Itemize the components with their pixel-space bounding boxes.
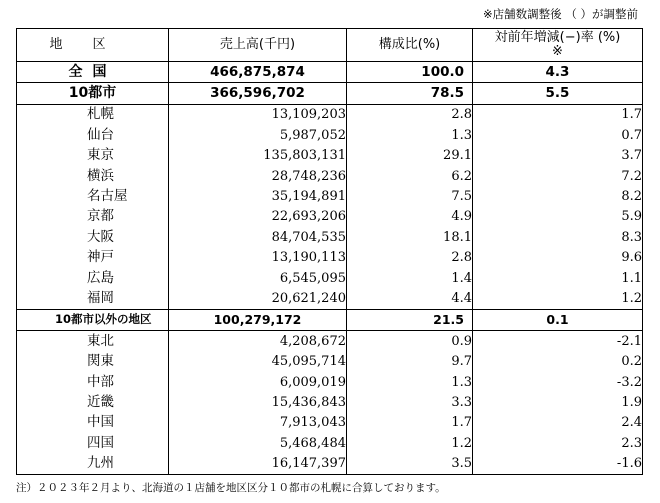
area-name: 広島 [17, 268, 169, 288]
sales-value: 5,468,484 [169, 433, 347, 453]
sales-value: 100,279,172 [169, 309, 347, 330]
yoy-value: 1.2 [473, 288, 643, 309]
header-row [17, 29, 643, 62]
area-name: 福岡 [17, 288, 169, 309]
ratio-value: 100.0 [347, 62, 473, 83]
ratio-value: 1.4 [347, 268, 473, 288]
yoy-value: -3.2 [473, 372, 643, 392]
area-name: 中国 [17, 413, 169, 433]
ratio-value: 29.1 [347, 146, 473, 166]
area-name: 四国 [17, 433, 169, 453]
yoy-value: 2.4 [473, 413, 643, 433]
region-row [17, 331, 643, 352]
sales-value: 35,194,891 [169, 186, 347, 206]
sales-value: 84,704,535 [169, 227, 347, 247]
ratio-value: 18.1 [347, 227, 473, 247]
area-name: 中部 [17, 372, 169, 392]
sales-value: 366,596,702 [169, 83, 347, 104]
area-name: 10都市以外の地区 [17, 309, 169, 330]
yoy-value: -1.6 [473, 453, 643, 474]
header-ratio: 構成比(%) [347, 29, 473, 62]
area-name: 横浜 [17, 166, 169, 186]
yoy-value: 0.2 [473, 351, 643, 371]
sales-value: 13,109,203 [169, 104, 347, 125]
header-yoy-line1: 対前年増減(−)率 (%) [494, 30, 621, 45]
sales-value: 5,987,052 [169, 125, 347, 145]
yoy-value: 1.9 [473, 392, 643, 412]
ratio-value: 21.5 [347, 309, 473, 330]
area-name: 仙台 [17, 125, 169, 145]
sales-value: 16,147,397 [169, 453, 347, 474]
sales-value: 13,190,113 [169, 248, 347, 268]
region-row [17, 392, 643, 412]
sales-value: 7,913,043 [169, 413, 347, 433]
city-row [17, 146, 643, 166]
ratio-value: 4.4 [347, 288, 473, 309]
ratio-value: 1.3 [347, 372, 473, 392]
header-yoy [473, 29, 643, 62]
area-name: 大阪 [17, 227, 169, 247]
city-row [17, 207, 643, 227]
yoy-value: 5.9 [473, 207, 643, 227]
yoy-value: 1.7 [473, 104, 643, 125]
region-row [17, 413, 643, 433]
city-row [17, 268, 643, 288]
total-row [17, 62, 643, 83]
region-row [17, 351, 643, 371]
yoy-value: 2.3 [473, 433, 643, 453]
ratio-value: 2.8 [347, 104, 473, 125]
area-name: 名古屋 [17, 186, 169, 206]
sales-value: 28,748,236 [169, 166, 347, 186]
ratio-value: 4.9 [347, 207, 473, 227]
other-areas-row [17, 309, 643, 330]
area-name: 札幌 [17, 104, 169, 125]
sales-value: 15,436,843 [169, 392, 347, 412]
area-name: 京都 [17, 207, 169, 227]
sales-table [16, 28, 643, 475]
yoy-value: 3.7 [473, 146, 643, 166]
yoy-value: 0.7 [473, 125, 643, 145]
footnote: 注）２０２３年２月より、北海道の１店舗を地区区分１０都市の札幌に合算しております。 [16, 482, 446, 494]
city-row [17, 288, 643, 309]
area-name: 全国 [17, 62, 169, 83]
yoy-value: 5.5 [473, 83, 643, 104]
ratio-value: 2.8 [347, 248, 473, 268]
city-row [17, 104, 643, 125]
yoy-value: 8.3 [473, 227, 643, 247]
sales-value: 135,803,131 [169, 146, 347, 166]
city-row [17, 248, 643, 268]
yoy-value: 0.1 [473, 309, 643, 330]
yoy-value: 4.3 [473, 62, 643, 83]
ratio-value: 7.5 [347, 186, 473, 206]
city-row [17, 125, 643, 145]
yoy-value: -2.1 [473, 331, 643, 352]
ratio-value: 9.7 [347, 351, 473, 371]
city-row [17, 186, 643, 206]
area-name: 近畿 [17, 392, 169, 412]
ratio-value: 0.9 [347, 331, 473, 352]
yoy-value: 7.2 [473, 166, 643, 186]
area-name: 神戸 [17, 248, 169, 268]
area-name: 東京 [17, 146, 169, 166]
sales-value: 466,875,874 [169, 62, 347, 83]
cities10-row [17, 83, 643, 104]
city-row [17, 227, 643, 247]
header-sales: 売上高(千円) [169, 29, 347, 62]
area-name: 東北 [17, 331, 169, 352]
ratio-value: 3.3 [347, 392, 473, 412]
ratio-value: 1.7 [347, 413, 473, 433]
header-yoy-line2: ※ [552, 44, 563, 59]
sales-value: 4,208,672 [169, 331, 347, 352]
yoy-value: 8.2 [473, 186, 643, 206]
region-row [17, 372, 643, 392]
sales-value: 6,009,019 [169, 372, 347, 392]
adjustment-note: ※店舗数調整後 （ ）が調整前 [483, 7, 638, 21]
ratio-value: 1.2 [347, 433, 473, 453]
region-row [17, 433, 643, 453]
area-name: 九州 [17, 453, 169, 474]
sales-value: 45,095,714 [169, 351, 347, 371]
city-row [17, 166, 643, 186]
sales-value: 22,693,206 [169, 207, 347, 227]
ratio-value: 1.3 [347, 125, 473, 145]
area-name: 10都市 [17, 83, 169, 104]
yoy-value: 1.1 [473, 268, 643, 288]
region-row [17, 453, 643, 474]
ratio-value: 78.5 [347, 83, 473, 104]
ratio-value: 3.5 [347, 453, 473, 474]
ratio-value: 6.2 [347, 166, 473, 186]
header-area: 地区 [17, 29, 169, 62]
area-name: 関東 [17, 351, 169, 371]
sales-value: 20,621,240 [169, 288, 347, 309]
sales-value: 6,545,095 [169, 268, 347, 288]
yoy-value: 9.6 [473, 248, 643, 268]
